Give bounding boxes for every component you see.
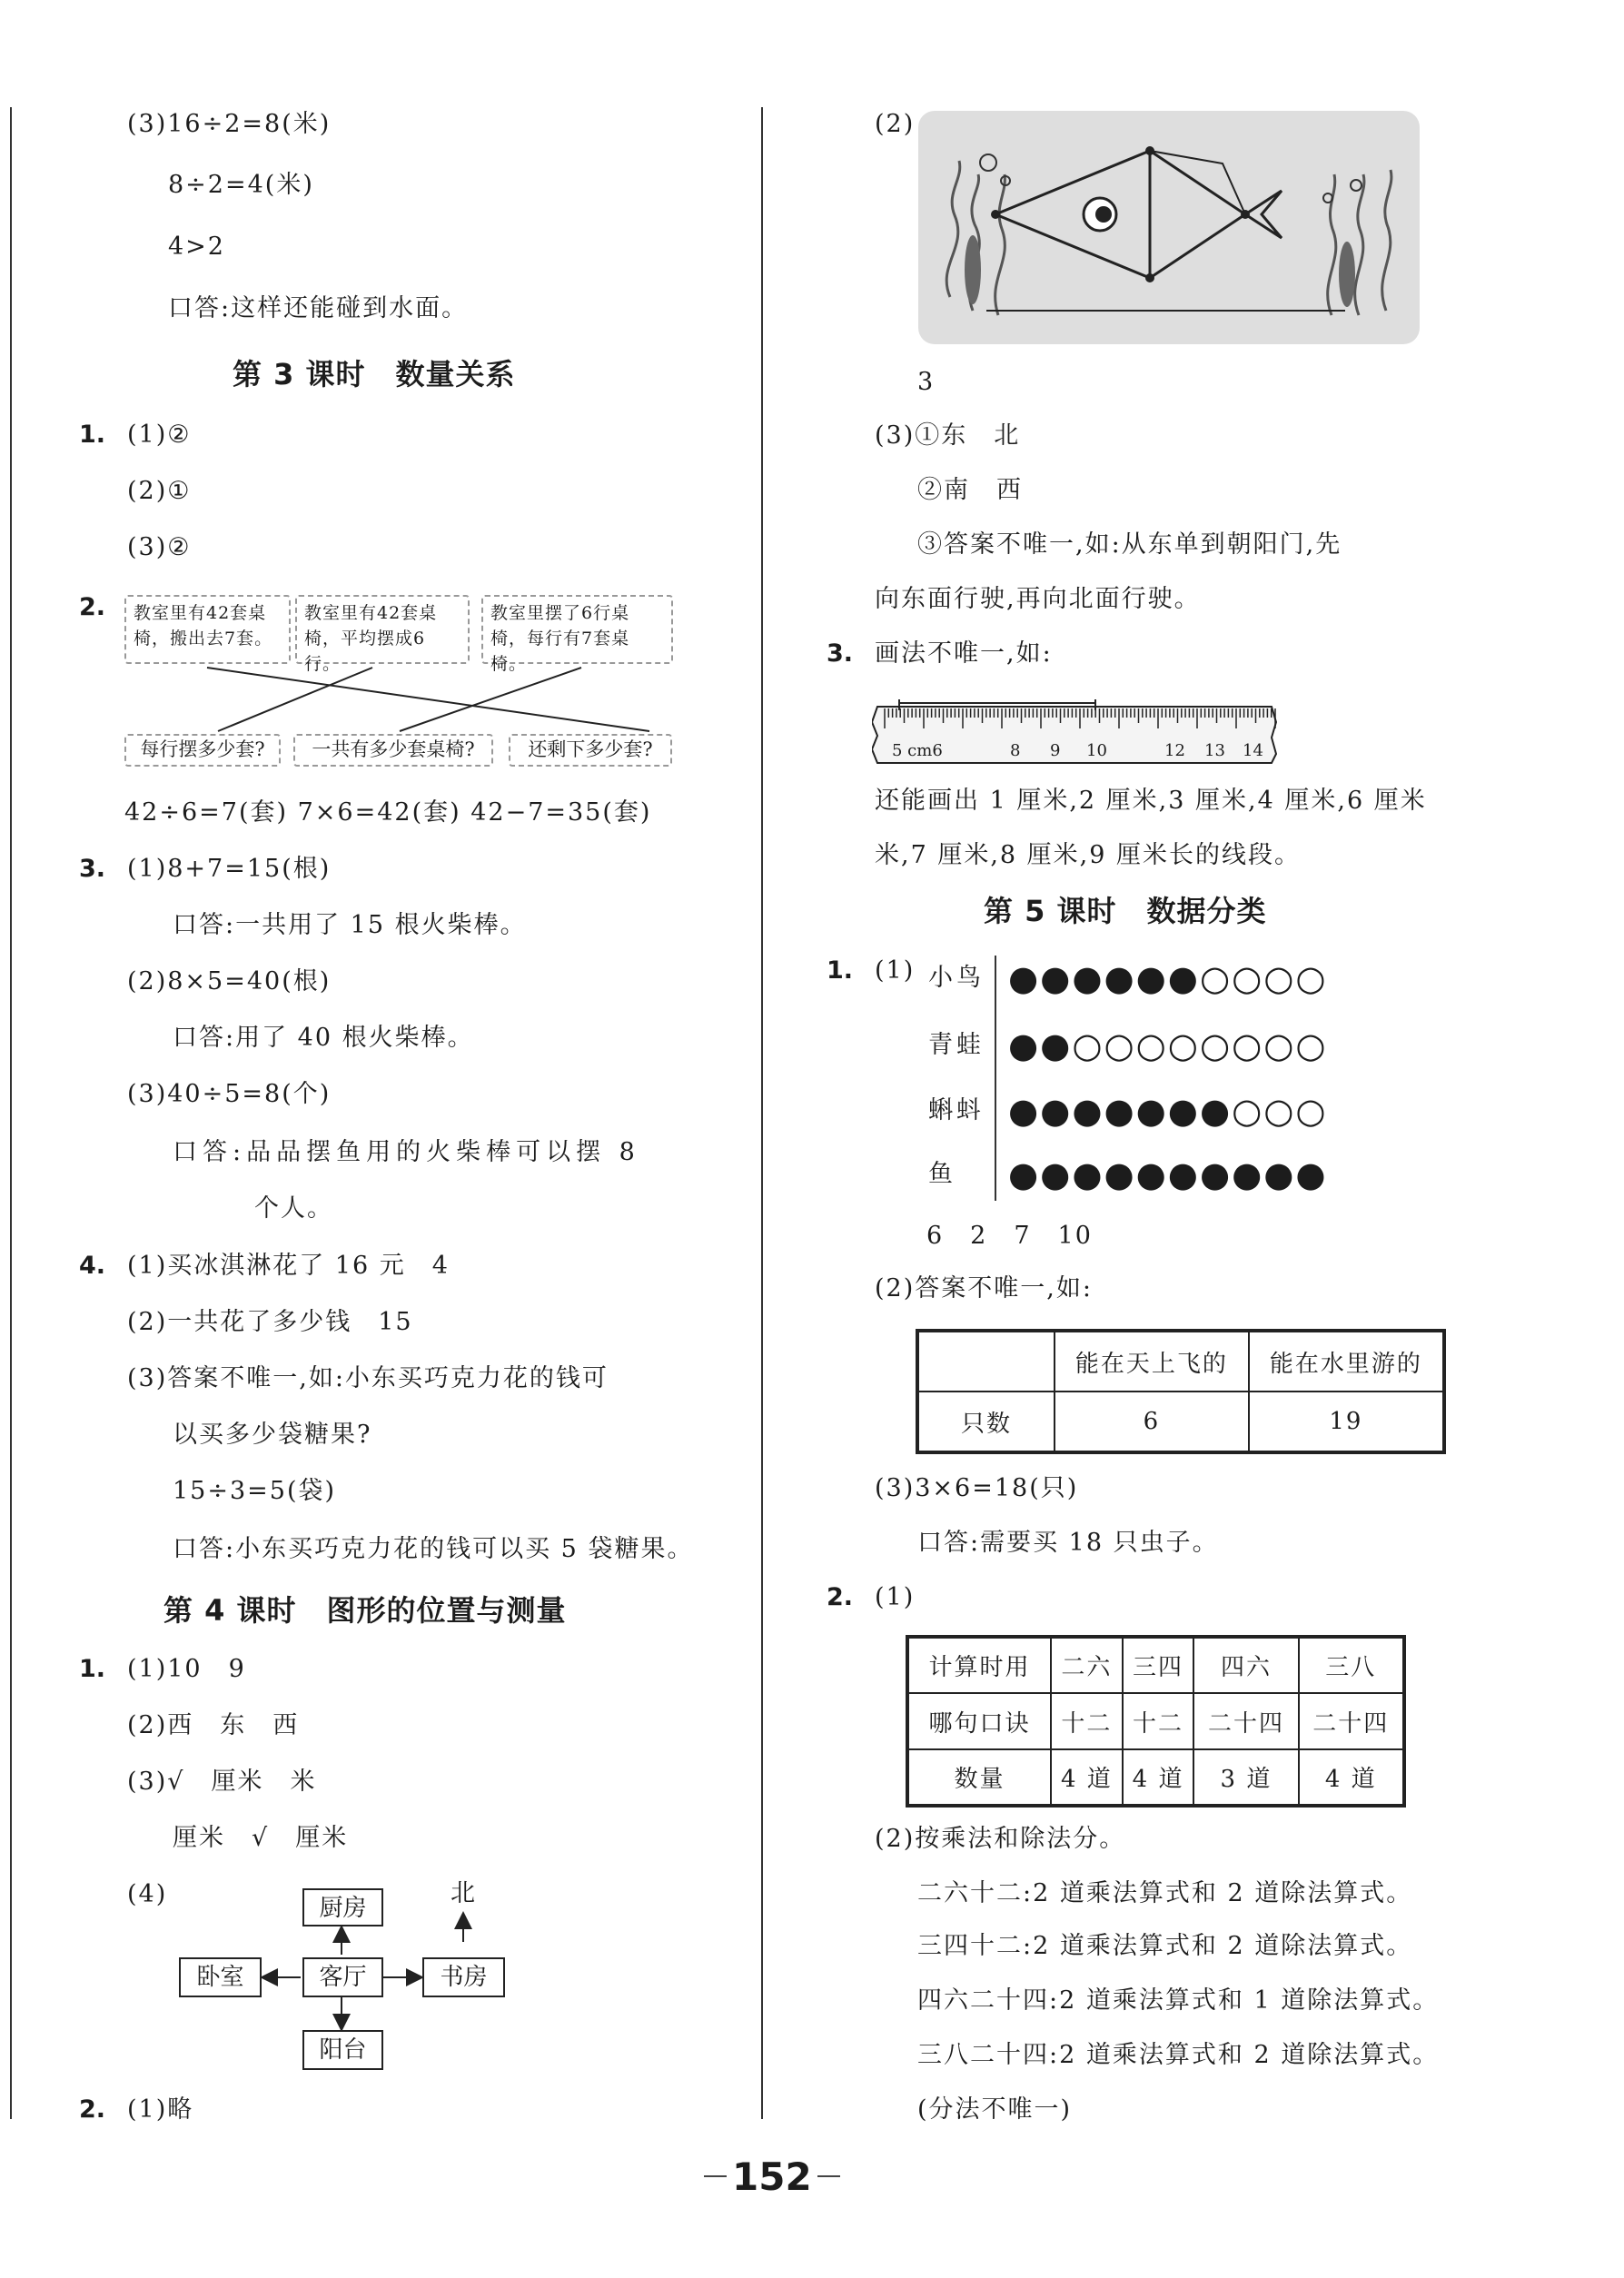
s3-q4-c2: 以买多少袋糖果?	[173, 1421, 372, 1449]
s5-q2-line-3: 四六二十四:2 道乘法算式和 1 道除法算式。	[917, 1986, 1440, 2015]
section-3-title: 第 3 课时 数量关系	[233, 357, 516, 391]
dot-row-frog: ●●○○○○○○○○	[1008, 1025, 1328, 1065]
map-north-label: 北	[451, 1879, 477, 1907]
left-line-1: (3)16÷2=8(米)	[127, 110, 332, 138]
dot-row-label-tadpole: 蝌蚪	[928, 1096, 985, 1124]
s4-q1-c: (3)√ 厘米 米	[127, 1768, 317, 1796]
dot-row-label-bird: 小鸟	[928, 964, 985, 992]
map-bedroom: 卧室	[179, 1957, 262, 1997]
mt-r3-label: 数量	[907, 1749, 1051, 1806]
mt-r3-c4: 4 道	[1299, 1749, 1404, 1806]
s3-q3-b-answer: 口答:用了 40 根火柴棒。	[173, 1024, 474, 1052]
mt-r3-c1: 4 道	[1051, 1749, 1123, 1806]
s5-q1-number: 1.	[827, 956, 854, 985]
mt-r2-c4: 二十四	[1299, 1693, 1404, 1749]
cls-row-fly-count: 6	[1055, 1392, 1249, 1452]
map-study: 书房	[422, 1957, 505, 1997]
s4-q2-a: (1)略	[127, 2095, 194, 2124]
page-number: 152	[732, 2154, 812, 2199]
section-4-title: 第 4 课时 图形的位置与测量	[163, 1593, 567, 1628]
s5-q2-a: (1)	[875, 1583, 916, 1611]
left-line-3: 4>2	[168, 233, 225, 261]
s3-q2-number: 2.	[79, 593, 106, 621]
mt-r2-c3: 二十四	[1193, 1693, 1298, 1749]
s3-q4-number: 4.	[79, 1252, 106, 1280]
right-q3-line-1: (3)①东 北	[875, 421, 1021, 450]
mt-r3-c2: 4 道	[1123, 1749, 1194, 1806]
fish-question-label: (2)	[875, 110, 916, 138]
fish-answer: 3	[917, 368, 936, 396]
ruler-tick-5: 5 cm6	[892, 741, 943, 760]
s3-q4-a: (1)买冰淇淋花了 16 元 4	[127, 1252, 450, 1280]
s3-q2-bottom-box-1: 每行摆多少套?	[124, 734, 281, 767]
s3-q4-b: (2)一共花了多少钱 15	[127, 1308, 413, 1336]
cls-header-empty	[917, 1331, 1055, 1392]
left-line-2: 8÷2=4(米)	[168, 171, 314, 199]
left-line-4: 口答:这样还能碰到水面。	[168, 294, 469, 322]
dot-row-bird: ●●●●●●○○○○	[1008, 958, 1328, 998]
mt-r1-c1: 二六	[1051, 1637, 1123, 1693]
ruler-tick-14: 14	[1243, 741, 1263, 760]
s3-q2-bottom-box-2: 一共有多少套桌椅?	[293, 734, 493, 767]
s3-q1-a: (1)②	[127, 421, 192, 449]
s5-q2-line-4: 三八二十四:2 道乘法算式和 2 道除法算式。	[917, 2041, 1440, 2069]
s3-q3-a-answer: 口答:一共用了 15 根火柴棒。	[173, 911, 527, 939]
s3-q1-b: (2)①	[127, 477, 192, 505]
dot-chart-axis	[995, 956, 996, 1201]
multiplication-table	[906, 1635, 1406, 1808]
s5-q1-c-answer: 口答:需要买 18 只虫子。	[917, 1529, 1219, 1557]
mt-r1-label: 计算时用	[907, 1637, 1051, 1693]
s5-q2-number: 2.	[827, 1583, 854, 1611]
s5-q1-label: (1)	[875, 956, 916, 985]
mt-r1-c2: 三四	[1123, 1637, 1194, 1693]
map-balcony: 阳台	[302, 2030, 383, 2070]
s3-q3-c-answer-2: 个人。	[254, 1194, 333, 1223]
s3-q4-c3: 15÷3=5(袋)	[173, 1477, 337, 1505]
classification-table	[916, 1329, 1446, 1454]
fish-picture	[918, 111, 1420, 344]
mt-r2-label: 哪句口诀	[907, 1693, 1051, 1749]
section-5-title: 第 5 课时 数据分类	[984, 894, 1267, 928]
s5-q2-line-5: (分法不唯一)	[917, 2095, 1073, 2124]
s3-q3-number: 3.	[79, 855, 106, 883]
s5-q2-line-1: 二六十二:2 道乘法算式和 2 道除法算式。	[917, 1879, 1413, 1907]
cls-row-label: 只数	[917, 1392, 1055, 1452]
dot-row-fish: ●●●●●●●●●●	[1008, 1154, 1328, 1194]
s4-q1-a: (1)10 9	[127, 1655, 246, 1683]
cls-row-swim-count: 19	[1249, 1392, 1444, 1452]
s5-q1-c: (3)3×6=18(只)	[875, 1474, 1079, 1502]
mt-r2-c1: 十二	[1051, 1693, 1123, 1749]
ruler-q-text: 画法不唯一,如:	[875, 639, 1053, 668]
page-number-dash-left	[704, 2175, 727, 2177]
s3-q2-bottom-box-3: 还剩下多少套?	[509, 734, 672, 767]
mt-r3-c3: 3 道	[1193, 1749, 1298, 1806]
s4-q1-e: (4)	[127, 1880, 168, 1908]
right-q3-line-4: 向东面行驶,再向北面行驶。	[875, 585, 1201, 613]
s4-q1-number: 1.	[79, 1655, 106, 1683]
dot-row-label-fish: 鱼	[928, 1160, 956, 1188]
s3-q2-top-box-3: 教室里摆了6行桌椅，每行有7套桌椅。	[481, 595, 673, 664]
ruler-answer-2: 米,7 厘米,8 厘米,9 厘米长的线段。	[875, 841, 1302, 869]
mt-r1-c4: 三八	[1299, 1637, 1404, 1693]
s4-q1-b: (2)西 东 西	[127, 1711, 300, 1739]
ruler-tick-12: 12	[1164, 741, 1185, 760]
s3-q3-b: (2)8×5=40(根)	[127, 967, 332, 995]
right-q3-line-2: ②南 西	[917, 476, 1023, 504]
dot-row-tadpole: ●●●●●●●○○○	[1008, 1091, 1328, 1131]
cls-header-fly: 能在天上飞的	[1055, 1331, 1249, 1392]
map-living-room: 客厅	[302, 1957, 383, 1997]
s5-q1-counts: 6 2 7 10	[926, 1222, 1093, 1250]
ruler-tick-10: 10	[1086, 741, 1107, 760]
s3-q1-c: (3)②	[127, 533, 192, 561]
s3-q4-c1: (3)答案不唯一,如:小东买巧克力花的钱可	[127, 1364, 609, 1392]
s3-q3-c-answer-1: 口答:品品摆鱼用的火柴棒可以摆 8	[173, 1138, 640, 1166]
mt-r1-c3: 四六	[1193, 1637, 1298, 1693]
page-number-dash-right	[817, 2175, 840, 2177]
s5-q1-b: (2)答案不唯一,如:	[875, 1274, 1093, 1302]
map-kitchen: 厨房	[302, 1888, 383, 1926]
ruler-answer-1: 还能画出 1 厘米,2 厘米,3 厘米,4 厘米,6 厘米	[875, 787, 1427, 815]
s3-q2-top-box-1: 教室里有42套桌椅，搬出去7套。	[124, 595, 291, 664]
right-q3-line-3: ③答案不唯一,如:从东单到朝阳门,先	[917, 530, 1342, 559]
mt-r2-c2: 十二	[1123, 1693, 1194, 1749]
ruler-tick-13: 13	[1204, 741, 1225, 760]
s3-q1-number: 1.	[79, 421, 106, 449]
s3-q4-c4: 口答:小东买巧克力花的钱可以买 5 袋糖果。	[173, 1535, 694, 1563]
ruler-tick-8: 8	[1010, 741, 1021, 760]
s3-q2-answer: 42÷6=7(套) 7×6=42(套) 42−7=35(套)	[124, 798, 652, 827]
s3-q3-c: (3)40÷5=8(个)	[127, 1080, 332, 1108]
cls-header-swim: 能在水里游的	[1249, 1331, 1444, 1392]
s3-q2-top-box-2: 教室里有42套桌椅，平均摆成6行。	[295, 595, 470, 664]
s4-q2-number: 2.	[79, 2095, 106, 2124]
ruler-tick-9: 9	[1050, 741, 1061, 760]
ruler-q-number: 3.	[827, 639, 854, 668]
s3-q3-a: (1)8+7=15(根)	[127, 855, 332, 883]
s4-q1-d: 厘米 √ 厘米	[173, 1824, 349, 1852]
dot-row-label-frog: 青蛙	[928, 1031, 985, 1059]
s5-q2-line-2: 三四十二:2 道乘法算式和 2 道除法算式。	[917, 1932, 1413, 1960]
s5-q2-b: (2)按乘法和除法分。	[875, 1825, 1126, 1853]
